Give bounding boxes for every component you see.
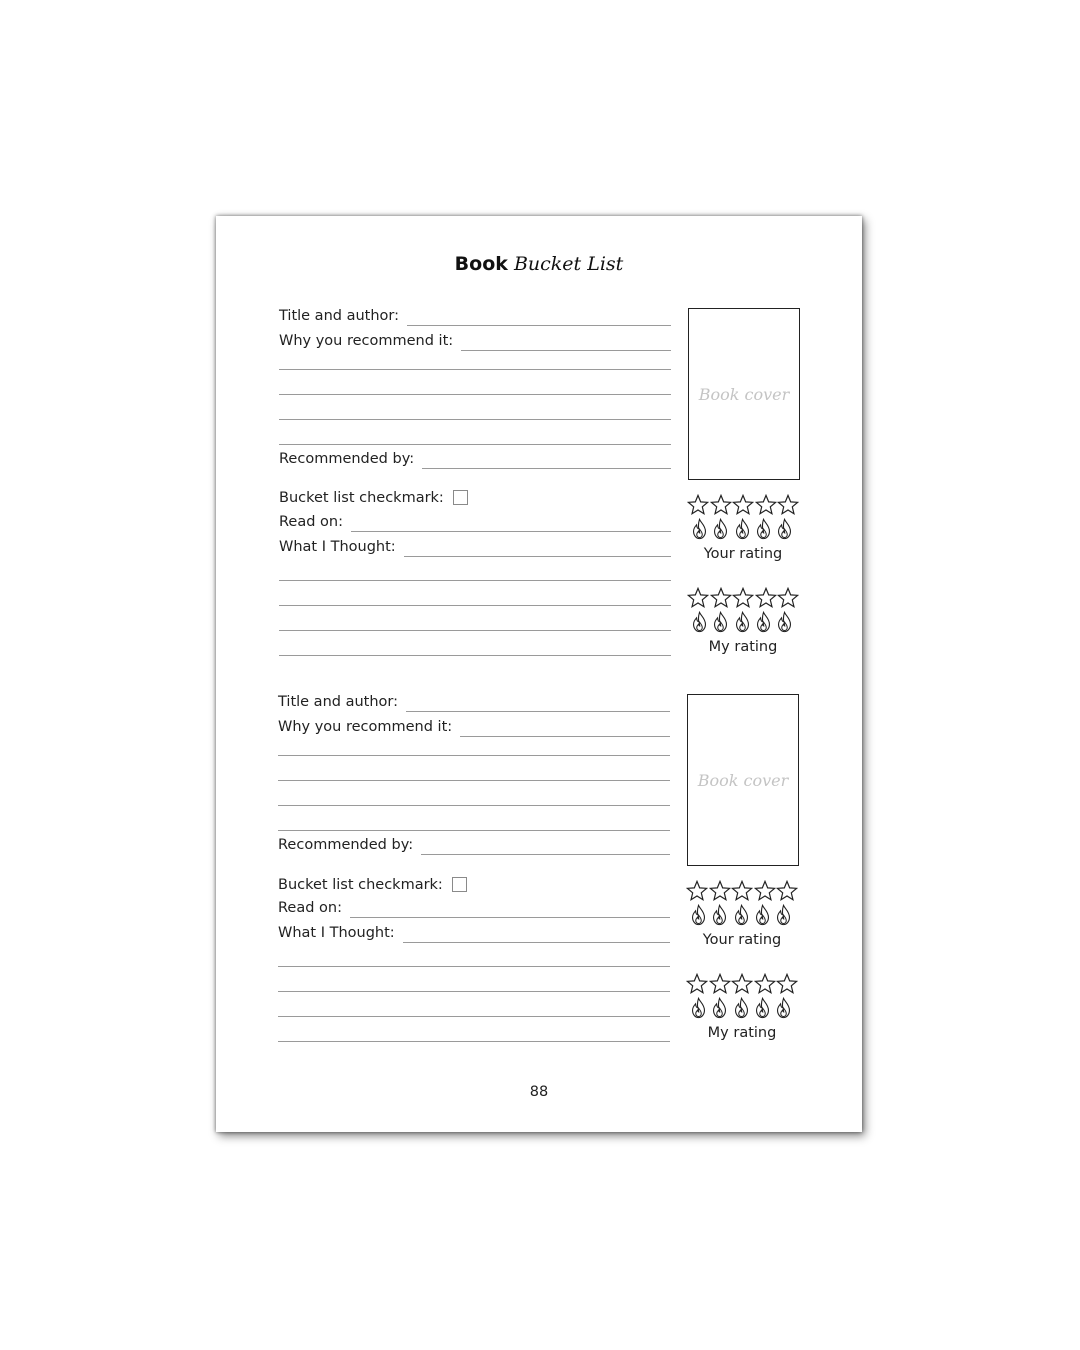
why-label: Why you recommend it: <box>278 719 453 735</box>
book-cover-box[interactable] <box>687 694 799 866</box>
star-outline-icon[interactable] <box>709 973 731 995</box>
flame-outline-icon[interactable] <box>711 997 728 1019</box>
why-extra-line[interactable] <box>278 780 670 781</box>
flame-outline-icon[interactable] <box>734 518 751 540</box>
flame-outline-icon[interactable] <box>755 611 772 633</box>
star-outline-icon[interactable] <box>709 880 731 902</box>
recommended-line[interactable] <box>421 853 670 855</box>
star-outline-icon[interactable] <box>710 587 732 609</box>
why-row <box>278 713 670 737</box>
flame-row <box>691 518 793 540</box>
why-extra-line[interactable] <box>278 755 670 756</box>
book-entry-1 <box>216 302 862 682</box>
flame-outline-icon[interactable] <box>711 904 728 926</box>
your-rating-label: Your rating <box>703 546 783 562</box>
flame-outline-icon[interactable] <box>691 611 708 633</box>
flame-outline-icon[interactable] <box>691 518 708 540</box>
flame-outline-icon[interactable] <box>734 611 751 633</box>
star-outline-icon[interactable] <box>777 494 799 516</box>
thought-extra-line[interactable] <box>278 991 670 992</box>
flame-outline-icon[interactable] <box>733 904 750 926</box>
star-outline-icon[interactable] <box>777 587 799 609</box>
bucket-list-checkbox[interactable] <box>452 877 467 892</box>
thought-label: What I Thought: <box>279 539 396 555</box>
flame-outline-icon[interactable] <box>755 518 772 540</box>
thought-extra-line[interactable] <box>278 966 670 967</box>
read-on-line[interactable] <box>350 916 670 918</box>
worksheet-page <box>216 216 862 1132</box>
page-number: 88 <box>529 1084 549 1100</box>
bucket-list-checkbox[interactable] <box>453 490 468 505</box>
my-rating-label: My rating <box>708 639 778 655</box>
flame-outline-icon[interactable] <box>690 904 707 926</box>
thought-extra-line[interactable] <box>279 580 671 581</box>
title-author-label: Title and author: <box>279 308 399 324</box>
title-author-row <box>278 688 670 712</box>
star-outline-icon[interactable] <box>755 494 777 516</box>
title-word-bucket-list: Bucket List <box>513 253 624 275</box>
flame-outline-icon[interactable] <box>775 904 792 926</box>
checkmark-label: Bucket list checkmark: <box>278 877 443 893</box>
star-outline-icon[interactable] <box>732 587 754 609</box>
page-title <box>216 252 862 276</box>
checkmark-row <box>279 484 671 508</box>
book-cover-placeholder: Book cover <box>697 770 789 790</box>
flame-outline-icon[interactable] <box>754 997 771 1019</box>
book-cover-placeholder: Book cover <box>698 384 790 404</box>
why-extra-line[interactable] <box>278 805 670 806</box>
recommended-line[interactable] <box>422 467 671 469</box>
star-outline-icon[interactable] <box>731 973 753 995</box>
thought-row <box>278 919 670 943</box>
star-row <box>686 973 798 995</box>
star-row <box>687 587 799 609</box>
thought-label: What I Thought: <box>278 925 395 941</box>
flame-outline-icon[interactable] <box>776 518 793 540</box>
title-author-line[interactable] <box>406 710 670 712</box>
star-outline-icon[interactable] <box>710 494 732 516</box>
why-label: Why you recommend it: <box>279 333 454 349</box>
checkmark-row <box>278 871 670 895</box>
flame-outline-icon[interactable] <box>733 997 750 1019</box>
star-outline-icon[interactable] <box>686 880 708 902</box>
flame-row <box>691 611 793 633</box>
why-extra-line[interactable] <box>279 369 671 370</box>
your-rating-label: Your rating <box>702 932 782 948</box>
star-outline-icon[interactable] <box>755 587 777 609</box>
thought-extra-line[interactable] <box>279 655 671 656</box>
thought-line[interactable] <box>404 555 671 557</box>
thought-extra-line[interactable] <box>279 605 671 606</box>
why-row <box>279 327 671 351</box>
why-line[interactable] <box>460 735 670 737</box>
title-author-line[interactable] <box>407 324 671 326</box>
read-on-label: Read on: <box>278 900 342 916</box>
star-outline-icon[interactable] <box>686 973 708 995</box>
checkmark-label: Bucket list checkmark: <box>279 490 444 506</box>
flame-outline-icon[interactable] <box>776 611 793 633</box>
flame-outline-icon[interactable] <box>775 997 792 1019</box>
flame-row <box>690 997 792 1019</box>
star-row <box>686 880 798 902</box>
star-outline-icon[interactable] <box>776 880 798 902</box>
why-extra-line[interactable] <box>279 419 671 420</box>
read-on-row <box>279 508 671 532</box>
recommended-row <box>279 445 671 469</box>
why-line[interactable] <box>461 349 671 351</box>
star-outline-icon[interactable] <box>754 973 776 995</box>
your-rating <box>687 494 807 562</box>
flame-outline-icon[interactable] <box>712 518 729 540</box>
recommended-label: Recommended by: <box>278 837 414 853</box>
title-author-row <box>279 302 671 326</box>
flame-outline-icon[interactable] <box>754 904 771 926</box>
recommended-row <box>278 831 670 855</box>
read-on-row <box>278 894 670 918</box>
my-rating <box>687 587 807 655</box>
title-word-book: Book <box>454 253 508 275</box>
thought-extra-line[interactable] <box>278 1016 670 1017</box>
recommended-label: Recommended by: <box>279 451 415 467</box>
why-extra-line[interactable] <box>279 394 671 395</box>
star-outline-icon[interactable] <box>754 880 776 902</box>
book-cover-box[interactable] <box>688 308 800 480</box>
star-outline-icon[interactable] <box>732 494 754 516</box>
title-author-label: Title and author: <box>278 694 398 710</box>
flame-row <box>690 904 792 926</box>
thought-row <box>279 533 671 557</box>
thought-extra-line[interactable] <box>278 1041 670 1042</box>
my-rating-label: My rating <box>707 1025 777 1041</box>
thought-line[interactable] <box>403 941 670 943</box>
your-rating <box>686 880 806 948</box>
book-entry-2 <box>216 688 862 1068</box>
my-rating <box>686 973 806 1041</box>
star-outline-icon[interactable] <box>731 880 753 902</box>
thought-extra-line[interactable] <box>279 630 671 631</box>
star-row <box>687 494 799 516</box>
star-outline-icon[interactable] <box>687 587 709 609</box>
star-outline-icon[interactable] <box>776 973 798 995</box>
read-on-label: Read on: <box>279 514 343 530</box>
star-outline-icon[interactable] <box>687 494 709 516</box>
flame-outline-icon[interactable] <box>712 611 729 633</box>
read-on-line[interactable] <box>351 530 671 532</box>
flame-outline-icon[interactable] <box>690 997 707 1019</box>
